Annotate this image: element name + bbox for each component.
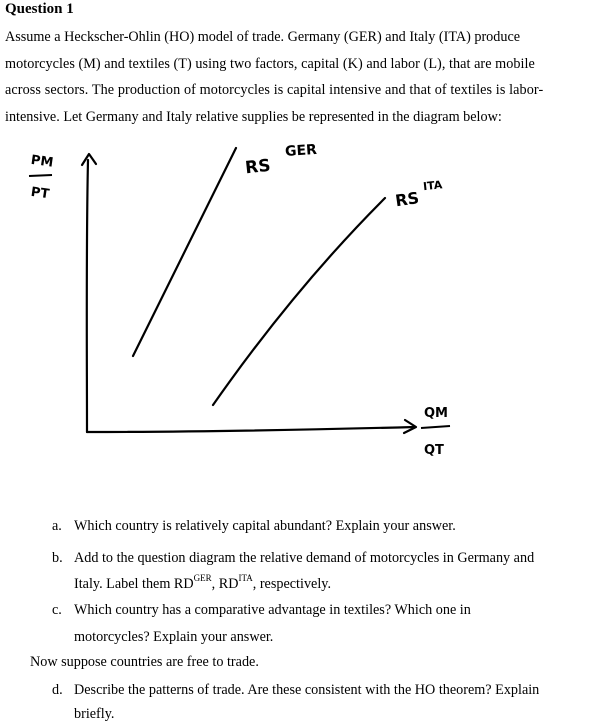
x-label-fraction-bar	[421, 426, 450, 428]
part-c-text: motorcycles? Explain your answer.	[74, 629, 274, 645]
part-marker: c.	[52, 602, 62, 618]
part-d-line2	[74, 706, 114, 723]
rd-ita-sup: ITA	[238, 573, 253, 583]
part-marker: b.	[52, 550, 63, 566]
part-c-line2	[74, 629, 273, 646]
rs-ita-sup: ITA	[422, 178, 443, 194]
relative-supply-diagram	[0, 130, 602, 475]
intro-line: Assume a Heckscher-Ohlin (HO) model of trade. Germany (GER) and Italy (ITA) produce	[5, 29, 521, 45]
part-b-text: Italy. Label them RD	[74, 576, 194, 592]
intro-line: intensive. Let Germany and Italy relative supplies be represented in the diagram below:	[5, 108, 502, 125]
part-c-text: Which country has a comparative advantage in textiles? Which one in	[74, 602, 471, 618]
rd-ger-sup: GER	[193, 573, 212, 583]
y-label-fraction-bar	[29, 175, 52, 176]
rs-ger-curve	[133, 148, 236, 356]
part-marker: a.	[52, 518, 62, 534]
y-axis	[87, 160, 88, 432]
intro-line: motorcycles (M) and textiles (T) using two factors, capital (K) and labor (L), that are mobile	[5, 55, 535, 72]
x-label-bottom: QT	[424, 443, 444, 458]
rs-ger-sup: GER	[284, 141, 318, 161]
rs-ita-curve	[213, 198, 385, 405]
question-title: Question 1	[5, 1, 74, 17]
question-intro	[5, 24, 585, 130]
part-b-text: , respectively.	[252, 576, 331, 592]
part-a-text: Which country is relatively capital abundant? Explain your answer.	[74, 518, 456, 534]
part-b-text: , RD	[211, 576, 239, 592]
part-b-text: Add to the question diagram the relative demand of motorcycles in Germany and	[74, 550, 535, 566]
intro-line: across sectors. The production of motorcycles is capital intensive and that of textiles is labor-	[5, 82, 544, 98]
part-d-text: Describe the patterns of trade. Are these consistent with the HO theorem? Explain	[74, 682, 540, 698]
part-d-text: briefly.	[74, 706, 115, 722]
part-marker: d.	[52, 682, 63, 698]
free-trade-note: Now suppose countries are free to trade.	[30, 654, 259, 670]
x-axis	[87, 427, 415, 432]
rs-ita-label: RS	[393, 188, 421, 211]
y-label-bottom: PT	[29, 184, 51, 203]
rs-ger-label: RS	[244, 155, 272, 179]
x-label-top: QM	[424, 406, 448, 421]
part-b-line2	[74, 573, 331, 593]
y-label-top: PM	[29, 152, 55, 171]
